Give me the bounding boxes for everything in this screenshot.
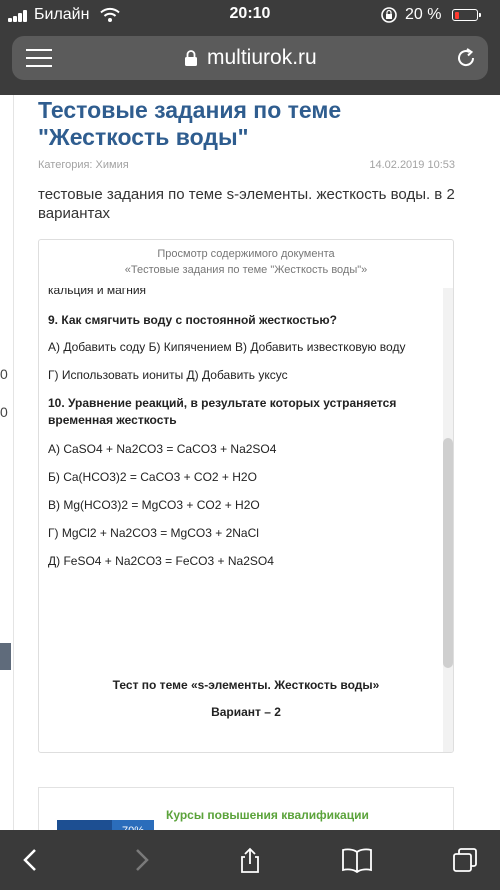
answer-option: В) Mg(HCO3)2 = MgCO3 + CO2 + H2O: [48, 498, 260, 512]
article-category[interactable]: Категория: Химия: [38, 159, 129, 171]
document-content[interactable]: [39, 288, 453, 752]
chevron-right-icon[interactable]: [128, 847, 154, 873]
battery-percent: 20 %: [405, 6, 442, 23]
clock: 20:10: [229, 5, 271, 22]
share-icon[interactable]: [237, 847, 263, 873]
page-title: Тестовые задания по теме "Жесткость воды": [38, 97, 342, 150]
question-9-options-2: Г) Использовать иониты Д) Добавить уксус: [48, 368, 288, 382]
sidebar-edge: [0, 95, 14, 830]
doc-line: кальция и магния: [48, 288, 147, 297]
article-date: 14.02.2019 10:53: [369, 159, 455, 171]
battery-icon: [452, 9, 478, 21]
url-text[interactable]: multiurok.ru: [207, 46, 317, 69]
viewer-header-subtitle: «Тестовые задания по теме "Жесткость воды"»: [124, 264, 368, 276]
reload-icon[interactable]: [455, 47, 477, 69]
status-bar: [0, 0, 500, 30]
answer-option: Г) MgCl2 + Na2CO3 = MgCO3 + 2NaCl: [48, 526, 259, 540]
sidebar-block: [0, 643, 11, 670]
padlock-icon: [184, 50, 198, 67]
document-viewer-header: [39, 240, 453, 288]
chevron-left-icon[interactable]: [18, 847, 44, 873]
question-9-options-1: А) Добавить соду Б) Кипячением В) Добавить известковую воду: [48, 340, 406, 354]
question-10: 10. Уравнение реакций, в результате которых устраняется временная жесткость: [48, 396, 397, 427]
document-viewer[interactable]: [38, 239, 454, 753]
answer-option: А) CaSO4 + Na2CO3 = CaCO3 + Na2SO4: [48, 442, 277, 456]
address-bar[interactable]: [12, 36, 488, 80]
browser-toolbar: [0, 830, 500, 890]
variant-title: Вариант – 2: [211, 705, 281, 719]
test-title: Тест по теме «s-элементы. Жесткость воды»: [112, 678, 380, 692]
scrollbar-thumb[interactable]: [443, 438, 453, 668]
sidebar-fragment: 0: [0, 366, 8, 382]
scrollbar[interactable]: [443, 288, 453, 752]
hamburger-menu-icon[interactable]: [26, 49, 52, 67]
answer-option: Б) Ca(HCO3)2 = CaCO3 + CO2 + H2O: [48, 470, 257, 484]
tabs-icon[interactable]: [452, 847, 478, 873]
browser-chrome: [0, 0, 500, 95]
sidebar-fragment: 0: [0, 404, 8, 420]
viewer-header-title: Просмотр содержимого документа: [157, 248, 335, 260]
promo-title[interactable]: Курсы повышения квалификации: [166, 808, 369, 822]
rotation-lock-icon: [380, 6, 398, 24]
answer-option: Д) FeSO4 + Na2CO3 = FeCO3 + Na2SO4: [48, 554, 274, 568]
carrier-name: Билайн: [34, 6, 90, 23]
article-description: тестовые задания по теме s-элементы. жесткость воды. в 2 вариантах: [38, 186, 455, 222]
question-9: 9. Как смягчить воду с постоянной жесткостью?: [48, 313, 337, 327]
book-icon[interactable]: [341, 847, 373, 873]
